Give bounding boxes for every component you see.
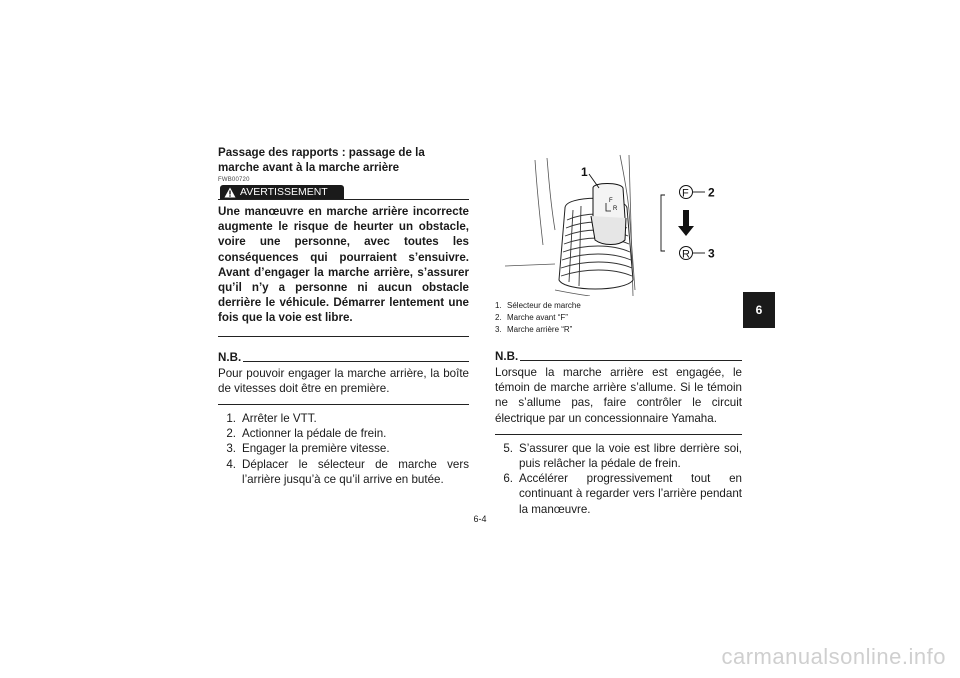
warning-end-rule [218,336,469,337]
nb-end-rule [218,404,469,405]
nb-label: N.B. [495,350,519,363]
warning-triangle-icon [224,187,236,198]
right-column [495,350,742,517]
list-item: 4. Déplacer le sélecteur de marche vers l’arrière jusqu’à ce qu’il arrive en butée. [226,457,469,486]
steps-list [495,441,742,517]
nb-header [495,350,742,363]
nb-label: N.B. [218,350,242,364]
forward-letter: F [682,187,689,200]
shift-lever-illustration [495,150,740,296]
callout-2: 2 [708,185,715,200]
list-item: 3. Marche arrière “R” [495,325,573,334]
nb-rule [520,360,742,361]
section-title: Passage des rapports : passage de la marche avant à la marche arrière [218,146,425,174]
page-number: 6-4 [473,514,487,524]
list-item: 1. Sélecteur de marche [495,301,581,310]
figure-captions [495,300,740,336]
reference-code: FWB00720 [218,177,250,183]
down-arrow-icon [678,210,694,236]
callout-1: 1 [581,165,588,179]
steps-list [218,411,469,487]
list-item: 1. Arrêter le VTT. [226,412,317,426]
list-item: 5. S’assurer que la voie est libre derrière soi, puis relâcher la pédale de frein. [503,441,742,471]
list-item: 2. Actionner la pédale de frein. [226,427,387,441]
nb-text: Lorsque la marche arrière est engagée, le témoin de marche arrière s’allume. Si le témoin ne s’allume pas, faire contrôler le circuit électrique par un concessionnaire Yamaha. [495,366,742,425]
knob-letter-r: R [613,206,618,212]
knob-letter-f: F [609,198,613,204]
reverse-letter: R [682,248,690,261]
chapter-tab: 6 [743,292,775,328]
warning-rule [218,199,469,200]
warning-text: Une manœuvre en marche arrière incorrecte augmente le risque de heurter un obstacle, voire une personne, avec toutes les conséquences qui pourraient s’ensuivre. Avant d’engager la marche arrière, s’assurer qu’il n’y a personne ni aucun obstacle derrière le véhicule. Démarrer lentement une fois que la voie est libre. [218,205,469,325]
list-item: 6. Accélérer progressivement tout en continuant à regarder vers l’arrière pendant la manœuvre. [503,472,742,516]
warning-label: AVERTISSEMENT [240,186,328,198]
nb-rule [243,361,469,362]
warning-header [218,185,469,201]
nb-text: Pour pouvoir engager la marche arrière, la boîte de vitesses doit être en première. [218,366,469,395]
nb-header [218,351,469,364]
callout-3: 3 [708,246,715,261]
list-item: 2. Marche avant “F” [495,313,568,322]
list-item: 3. Engager la première vitesse. [226,442,390,456]
left-column [218,145,469,487]
nb-end-rule [495,434,742,435]
watermark: carmanualsonline.info [721,644,946,669]
warning-badge [220,185,344,199]
direction-legend [678,186,715,261]
